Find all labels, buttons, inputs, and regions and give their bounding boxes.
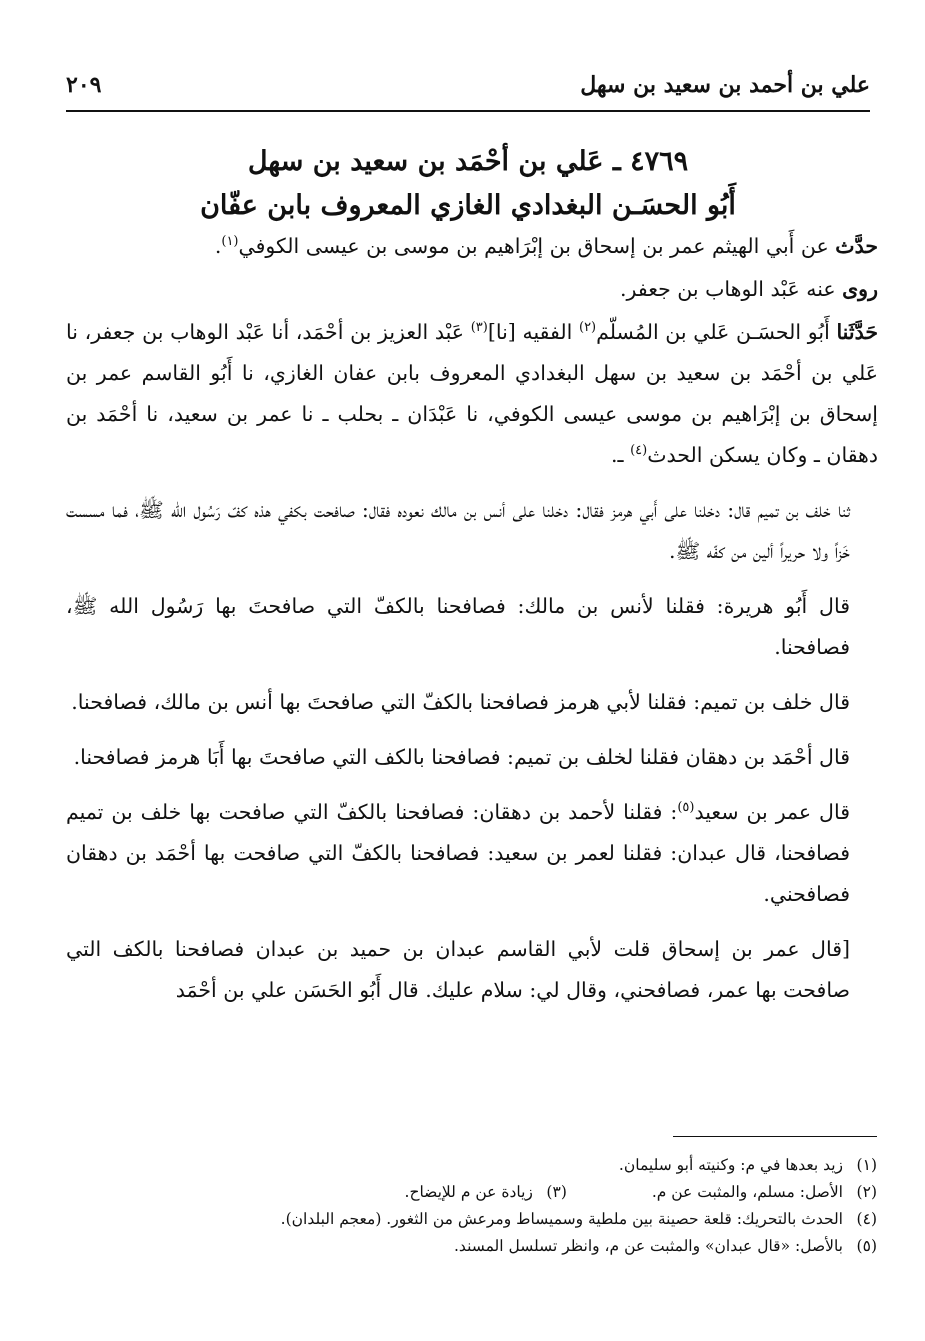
footnotes	[177, 1152, 877, 1260]
footnote-number: (٣)	[546, 1183, 567, 1201]
paragraph-text: عَبْد العزيز بن أحْمَد، أنا عَبْد الوهاب بن جعفر، نا عَلي بن أحْمَد بن سعيد بن سهل البغدادي المعروف بابن عفان الغازي، نا أَبُو القاسم عمر بن إسحاق بن إبْرَاهيم بن موسى عيسى الكوفي، نا عَبْدَان ـ بحلب ـ نا عمر بن سعيد، نا أحْمَد بن دهقان ـ وكان يسكن الحدث	[66, 320, 878, 467]
footnote-ref[interactable]: (٢)	[578, 320, 597, 336]
page-header	[66, 68, 870, 112]
paragraph-addition: [قال عمر بن إسحاق قلت لأبي القاسم عبدان بن حميد بن عبدان فصافحنا بالكف التي صافحت بها عمر، فصافحني، وقال لي: سلام عليك. قال أَبُو الحَسَن علي بن أحْمَد	[66, 937, 850, 1002]
footnote-text: الحدث بالتحريك: قلعة حصينة بين ملطية وسميساط ومرعش من الثغور. (معجم البلدان).	[280, 1210, 843, 1228]
footnote-inline	[405, 1179, 567, 1206]
footnote-ref[interactable]: (٤)	[630, 443, 648, 459]
paragraph-narrated	[66, 226, 878, 267]
paragraph-text: الفقيه [نا]	[487, 320, 579, 344]
paragraph-lead: حَدَّثَنا	[836, 320, 879, 344]
paragraph-text: ـ.	[611, 443, 631, 467]
footnote-item	[177, 1206, 877, 1233]
paragraph-hadith: ثنا خلف بن تميم قال: دخلنا على أَبي هرمز فقال: دخلنا على أنس بن مالك نعوده فقال: صافحت بكفي هذه كفّ رَسُول الله ﷺ، فما مسست خَزاً ولا حريراً ألين من كفّه ﷺ.	[66, 498, 850, 563]
paragraph-text: : فقلنا لأحمد بن دهقان: فصافحنا بالكفّ التي صافحت بها خلف بن تميم فصافحنا، قال عبدان: فقلنا لعمر بن سعيد: فصافحنا بالكفّ التي صافحت بها أحْمَد بن دهقان فصافحني.	[66, 800, 850, 906]
footnote-number: (٤)	[856, 1210, 877, 1228]
paragraph-umar	[66, 792, 878, 915]
footnote-item	[177, 1233, 877, 1260]
footnote-number: (١)	[856, 1156, 877, 1174]
paragraph-text: قال عمر بن سعيد	[694, 800, 850, 824]
paragraph-ahmad: قال أحْمَد بن دهقان فقلنا لخلف بن تميم: فصافحنا بالكف التي صافحتَ بها أَبَا هرمز فصافحنا.	[73, 745, 850, 769]
paragraph-khalaf: قال خلف بن تميم: فقلنا لأبي هرمز فصافحنا بالكفّ التي صافحتَ بها أنس بن مالك، فصافحنا.	[71, 690, 850, 714]
paragraph-text: أَبُو الحسَـن عَلي بن المُسلّم	[596, 320, 837, 344]
running-head: علي بن أحمد بن سعيد بن سهل	[580, 72, 870, 98]
entry-title-kunya: أَبُو الحسَـن البغدادي الغازي المعروف بابن عفّان	[200, 190, 736, 221]
footnote-number: (٥)	[856, 1237, 877, 1255]
paragraph-lead: حدَّث	[835, 234, 878, 258]
paragraph-abu-hurayra: قال أَبُو هريرة: فقلنا لأنس بن مالك: فصافحنا بالكفّ التي صافحتَ بها رَسُول الله ﷺ، فصافحنا.	[66, 594, 850, 659]
body-text	[66, 226, 878, 1011]
entry-title-name: ٤٧٦٩ ـ عَلي بن أحْمَد بن سعيد بن سهل	[247, 146, 689, 177]
paragraph-lead: روى	[842, 277, 878, 301]
paragraph-text: عنه عَبْد الوهاب بن جعفر.	[620, 277, 843, 301]
footnote-number: (٢)	[856, 1183, 877, 1201]
footnote-ref[interactable]: (١)	[221, 234, 239, 250]
footnote-text: الأصل: مسلم، والمثبت عن م.	[651, 1183, 843, 1201]
paragraph-text: عن أَبي الهيثم عمر بن إسحاق بن إبْرَاهيم بن موسى بن عيسى الكوفي	[238, 234, 836, 258]
footnote-text: زيادة عن م للإيضاح.	[404, 1183, 533, 1201]
footnote-item	[177, 1152, 877, 1179]
paragraph-isnad	[66, 312, 878, 476]
footnote-divider	[673, 1136, 877, 1137]
page-number: ٢٠٩	[66, 72, 102, 98]
footnote-text: بالأصل: «قال عبدان» والمثبت عن م، وانظر تسلسل المسند.	[454, 1237, 843, 1255]
entry-title	[66, 140, 870, 228]
footnote-ref[interactable]: (٣)	[470, 320, 488, 336]
paragraph-transmitted	[66, 269, 878, 310]
footnote-ref[interactable]: (٥)	[677, 800, 695, 816]
footnote-text: زيد بعدها في م: وكنيته أبو سليمان.	[618, 1156, 843, 1174]
paragraph-text: .	[214, 234, 222, 258]
footnote-item	[177, 1179, 877, 1206]
